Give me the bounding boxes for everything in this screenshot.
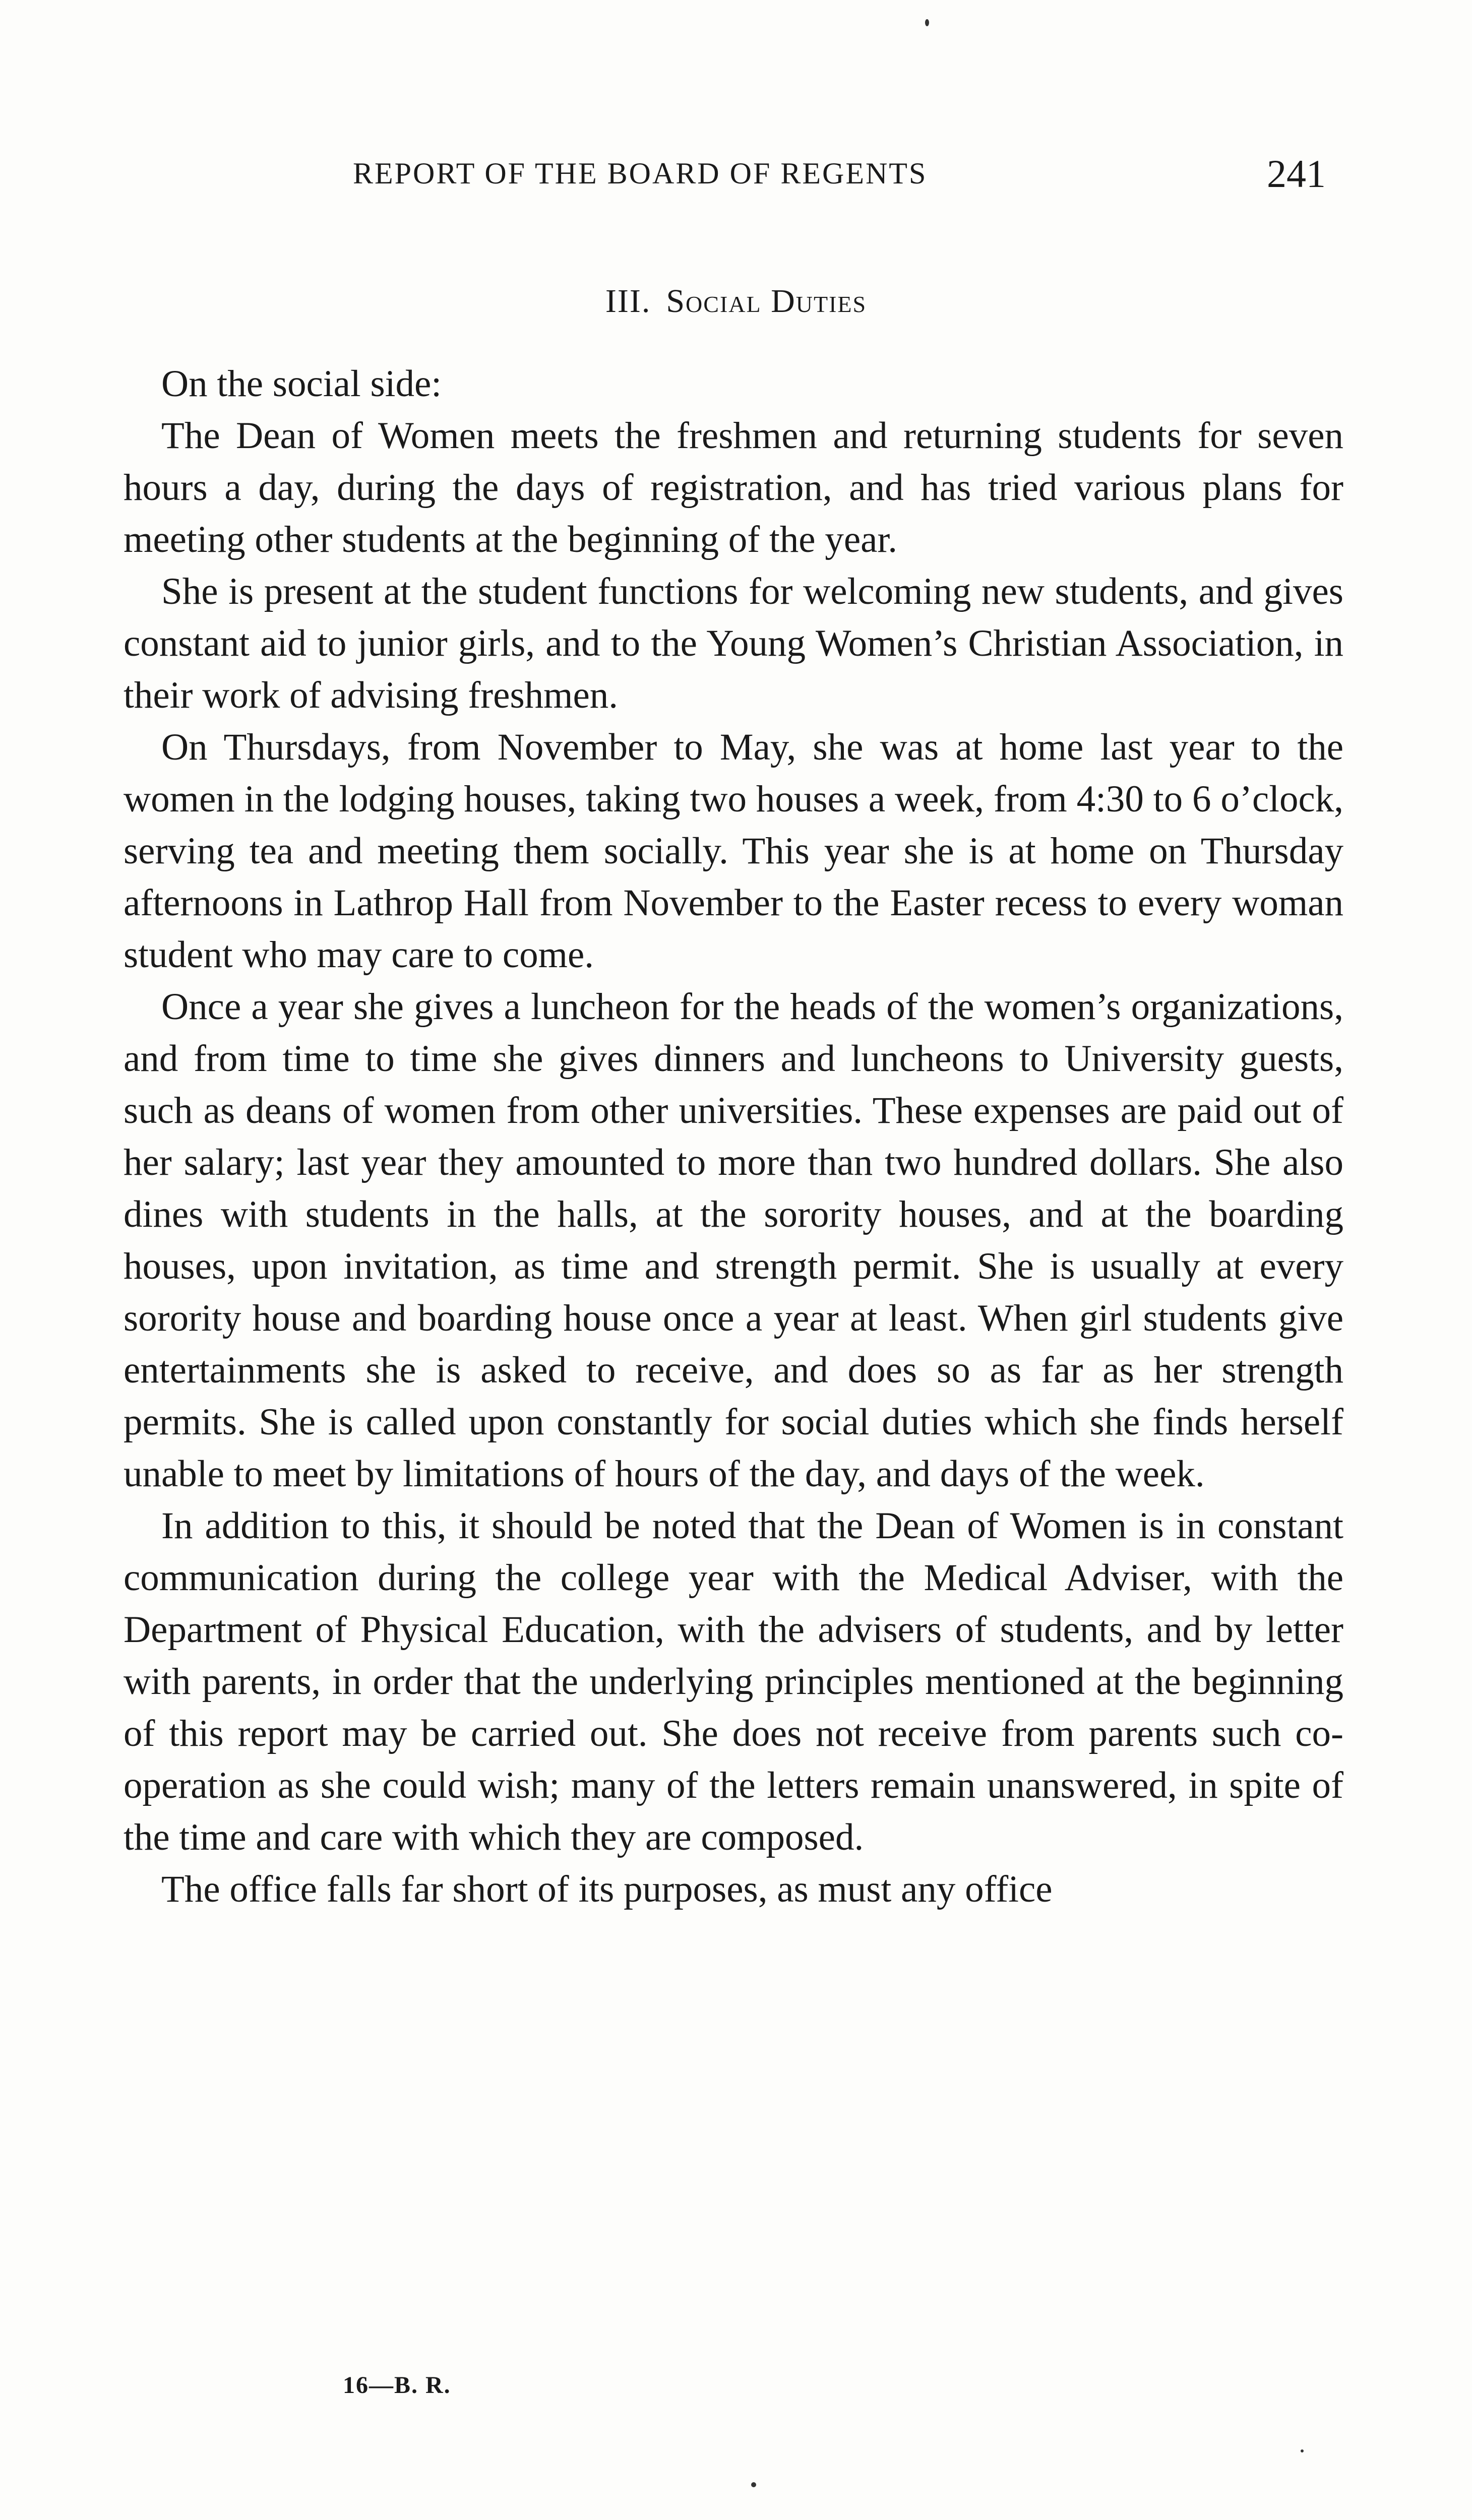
section-title: Social Duties xyxy=(666,283,867,320)
print-speck xyxy=(1301,2449,1304,2452)
paragraph: In addition to this, it should be noted that the Dean of Women is in constant communication during the college year with the Medical Adviser, with the Department of Physical Education, with the advisers of students, and by letter with parents, in order that the underlying principles mentioned at the beginning of this report may be carried out. She does not receive from parents such co-operation as she could wish; many of the letters remain unanswered, in spite of the time and care with which they are composed. xyxy=(124,1505,1343,1858)
section-heading xyxy=(0,282,1472,321)
body-text xyxy=(124,358,1343,1915)
page-header xyxy=(353,151,1326,207)
paragraph: She is present at the student functions for welcoming new students, and gives constant aid to junior girls, and to the Young Women’s Christian Association, in their work of advising freshmen. xyxy=(124,571,1343,716)
section-numeral: III. xyxy=(605,283,651,320)
running-head: REPORT OF THE BOARD OF REGENTS xyxy=(353,157,928,190)
paragraph: The office falls far short of its purposes, as must any office xyxy=(161,1868,1053,1910)
print-speck xyxy=(751,2482,756,2487)
print-speck xyxy=(925,19,929,26)
page-number: 241 xyxy=(1267,152,1326,196)
paragraph: Once a year she gives a luncheon for the heads of the women’s organizations, and from time to time she gives dinners and luncheons to University guests, such as deans of women from other universities. These expenses are paid out of her salary; last year they amounted to more than two hundred dollars. She also dines with students in the halls, at the sorority houses, and at the boarding houses, upon invitation, as time and strength permit. She is usually at every sorority house and boarding house once a year at least. When girl students give entertainments she is asked to receive, and does so as far as her strength permits. She is called upon constantly for social duties which she finds herself unable to meet by limitations of hours of the day, and days of the week. xyxy=(124,986,1343,1495)
paragraph: On Thursdays, from November to May, she was at home last year to the women in the lodging houses, taking two houses a week, from 4:30 to 6 o’clock, serving tea and meeting them socially. This year she is at home on Thursday afternoons in Lathrop Hall from November to the Easter recess to every woman student who may care to come. xyxy=(124,726,1343,976)
signature-mark: 16—B. R. xyxy=(343,2372,451,2399)
paragraph: The Dean of Women meets the freshmen and returning students for seven hours a day, during the days of registration, and has tried various plans for meeting other students at the beginning of the year. xyxy=(124,415,1343,560)
paragraph: On the social side: xyxy=(161,363,442,405)
